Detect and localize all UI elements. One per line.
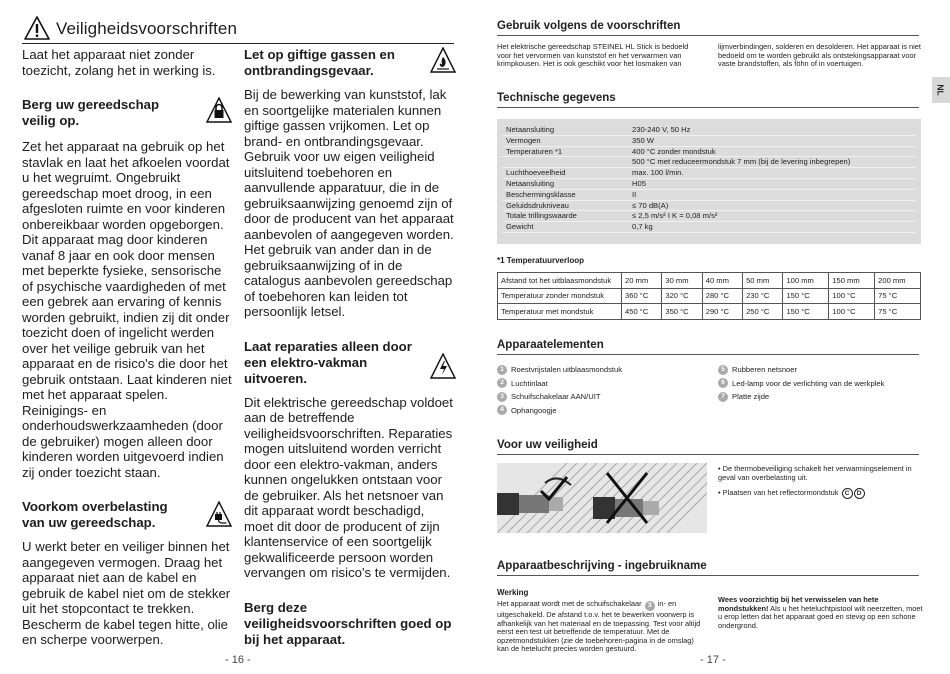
spec-value: II	[628, 189, 916, 200]
elements-list-right	[718, 363, 928, 404]
spec-value: ≤ 2,5 m/s² I K = 0,08 m/s²	[628, 211, 916, 222]
elements-list-left	[497, 363, 707, 417]
section-keep-instructions	[244, 600, 456, 648]
warning-triangle-icon	[24, 16, 50, 40]
section-text: Dit elektrische gereedschap voldoet aan de betreffende veiligheidsvoorschriften. Reparaties mogen uitsluitend worden verricht door een elektro-vakman, anders kunnen ongelukken ontstaan voor de gebruiker. Als het netsnoer van dit apparaat wordt beschadigd, moet dit door de producent of zijn klantenservice of een soortgelijk gekwalificeerde persoon worden vervangen om risico's te vermijden.	[244, 394, 453, 580]
element-item	[497, 390, 707, 404]
left-column-2	[244, 47, 456, 648]
temp-row	[498, 304, 921, 320]
flammable-icon	[430, 47, 456, 73]
page-title-bar	[22, 16, 454, 44]
spec-label	[502, 157, 628, 168]
temp-cell: 280 °C	[702, 288, 742, 304]
safety-bullet-1: • De thermobeveiliging schakelt het verwarmingselement in geval van overbelasting uit.	[718, 464, 912, 482]
spec-row	[502, 222, 916, 233]
temp-cell: 150 mm	[829, 273, 875, 289]
spec-label: Totale trillingswaarde	[502, 211, 628, 222]
safety-bullet-2: • Plaatsen van het reflectormondstuk C D	[718, 488, 923, 499]
element-number: 6	[718, 378, 728, 388]
element-item	[718, 377, 928, 391]
spec-value: H05	[628, 178, 916, 189]
element-label: Roestvrijstalen uitblaasmondstuk	[511, 365, 623, 374]
temp-label: Temperatuur zonder mondstuk	[498, 288, 622, 304]
spec-label: Beschermingsklasse	[502, 189, 628, 200]
intro-text: Laat het apparaat niet zonder toezicht, zolang het in werking is.	[22, 47, 216, 78]
plug-warning-icon	[206, 501, 232, 527]
element-label: Led-lamp voor de verlichting van de werkplek	[732, 378, 885, 388]
section-text: Zet het apparaat na gebruik op het stavlak en laat het afkoelen voordat u het wegruimt. Ongebruikt gereedschap moet droog, in een afgesloten ruimte en voor kinderen onbereikbaar worden opgeborgen. Dit apparaat mag door kinderen vanaf 8 jaar en ook door mensen met beperkte fysieke, sensorische of psychische vaardigheden of met een gebrek aan ervaring of kennis worden gebruikt, indien zij dit onder toezicht doen of ingelicht werden over het veilige gebruik van het apparaat en de risico's die door het gebruik ontstaan. Laat kinderen niet met het apparaat spelen. Reinigings- en onderhoudswerkzaamheden (door de gebruiker) mogen alleen door kinderen worden uitgevoerd indien zij onder toezicht staan.	[22, 139, 232, 480]
werking-text: Het apparaat wordt met de schuifschakelaar 3 in- en uitgeschakeld. De afstand t.o.v. het te bewerken voorwerp is afhankelijk van het materiaal en de toepassing. Test voor altijd eerst een test uit betreffende de temperatuur. Met de opzetmondstukken (zie de toebehoren-pagina in de omslag) kan de hetelucht precies worden gestuurd.	[497, 599, 701, 654]
element-number: 3	[497, 392, 507, 402]
use-text-col1: Het elektrische gereedschap STEINEL HL Stick is bedoeld voor het vervormen van kunststof en het verwarmen van krimpkousen. Het is ook geschikt voor het losmaken van	[497, 42, 689, 69]
element-item	[497, 363, 707, 377]
heading-description: Apparaatbeschrijving - ingebruikname	[497, 560, 919, 576]
temp-cell: 290 °C	[702, 304, 742, 320]
temp-cell: 75 °C	[875, 304, 921, 320]
heading-safety: Voor uw veiligheid	[497, 439, 919, 455]
element-number: 7	[718, 392, 728, 402]
nozzle-illustration	[497, 463, 707, 533]
element-label: Rubberen netsnoer	[732, 365, 798, 374]
temp-cell: 100 mm	[783, 273, 829, 289]
element-item	[718, 363, 928, 377]
element-item	[497, 377, 707, 391]
element-label: Ophangoogje	[511, 405, 557, 415]
page-title: Veiligheidsvoorschriften	[56, 19, 237, 38]
temp-cell: 20 mm	[622, 273, 662, 289]
spec-label: Netaansluiting	[502, 125, 628, 135]
temp-label: Afstand tot het uitblaasmondstuk	[498, 273, 622, 289]
element-number: 5	[718, 365, 728, 375]
spec-row	[502, 157, 916, 168]
element-label: Luchtinlaat	[511, 378, 548, 388]
heading-elements: Apparaatelementen	[497, 339, 919, 355]
spec-label: Geluidsdrukniveau	[502, 200, 628, 211]
element-item	[718, 390, 928, 404]
section-title: Berg uw gereedschap veilig op.	[22, 97, 160, 128]
temp-cell: 360 °C	[622, 288, 662, 304]
spec-label: Luchthoeveelheid	[502, 168, 628, 179]
element-number: 1	[497, 365, 507, 375]
temp-row	[498, 288, 921, 304]
reflector-nozzle-image	[497, 463, 707, 533]
temp-cell: 100 °C	[829, 288, 875, 304]
section-title: Berg deze veiligheidsvoorschriften goed op bij het apparaat.	[244, 599, 452, 647]
spec-row	[502, 211, 916, 222]
temp-cell: 150 °C	[783, 304, 829, 320]
temp-cell: 200 mm	[875, 273, 921, 289]
section-text: Bij de bewerking van kunststof, lak en soortgelijke materialen kunnen giftige gassen vrijkomen. Let op brand- en ontbrandingsgevaar. Gebruik voor uw eigen veiligheid uitsluitend toebehoren en aanvullende apparatuur, die in de gebruiksaanwijzing genoemd zijn of door de producent van het apparaat aanbevolen of aangegeven worden. Het gebruik van ander dan in de gebruiksaanwijzing of in de catalogus aanbevolen gereedschap of toebehoren kan leiden tot persoonlijk letsel.	[244, 87, 454, 319]
element-label: Schuifschakelaar AAN/UIT	[511, 392, 601, 401]
temp-cell: 40 mm	[702, 273, 742, 289]
spec-label: Gewicht	[502, 222, 628, 233]
element-item	[497, 404, 707, 418]
reflector-c-badge: C	[842, 488, 853, 499]
temp-row	[498, 273, 921, 289]
element-number: 2	[497, 378, 507, 388]
section-text: U werkt beter en veiliger binnen het aangegeven vermogen. Draag het apparaat niet aan de kabel en gebruik de kabel niet om de stekker uit het stopcontact te trekken. Bescherm de kabel tegen hitte, olie en scherpe voorwerpen.	[22, 539, 231, 647]
spec-label: Vermogen	[502, 135, 628, 146]
section-title: Voorkom overbelasting van uw gereedschap.	[22, 499, 168, 530]
section-store-tool	[22, 97, 232, 480]
heading-technical-data: Technische gegevens	[497, 92, 919, 108]
temp-cell: 250 °C	[743, 304, 783, 320]
spec-value: 350 W	[628, 135, 916, 146]
spec-label: Netaansluiting	[502, 178, 628, 189]
language-tab: NL	[932, 77, 950, 103]
section-toxic-gases	[244, 47, 456, 320]
section-overload	[22, 499, 232, 648]
spec-row	[502, 168, 916, 179]
temp-cell: 350 °C	[662, 304, 702, 320]
element-label: Platte zijde	[732, 392, 770, 401]
spec-row	[502, 135, 916, 146]
spec-value: ≤ 70 dB(A)	[628, 200, 916, 211]
spec-row	[502, 178, 916, 189]
spec-value: 500 °C met reduceermondstuk 7 mm (bij de levering inbegrepen)	[628, 157, 916, 168]
spec-row	[502, 125, 916, 135]
padlock-icon	[206, 97, 232, 123]
section-repairs	[244, 339, 456, 581]
heading-intended-use: Gebruik volgens de voorschriften	[497, 20, 919, 36]
spec-row	[502, 200, 916, 211]
left-column-1	[22, 47, 232, 648]
spec-table	[502, 125, 916, 233]
electric-hazard-icon	[430, 353, 456, 379]
spec-row	[502, 189, 916, 200]
temp-cell: 230 °C	[743, 288, 783, 304]
section-title: Laat reparaties alleen door een elektro-vakman uitvoeren.	[244, 338, 412, 386]
page-number-right: - 17 -	[700, 654, 726, 666]
temp-cell: 450 °C	[622, 304, 662, 320]
spec-label: Temperaturen *1	[502, 146, 628, 157]
caution-text: Wees voorzichtig bij het verwisselen van hete mondstukken! Als u het heteluchtpistool wilt neerzetten, moet u erop letten dat het apparaat goed en stevig op een schone ondergrond.	[718, 595, 923, 630]
temperature-table	[497, 272, 921, 320]
spec-value: 0,7 kg	[628, 222, 916, 233]
temp-cell: 75 °C	[875, 288, 921, 304]
temp-cell: 320 °C	[662, 288, 702, 304]
temp-title: *1 Temperatuurverloop	[497, 256, 584, 265]
temp-cell: 100 °C	[829, 304, 875, 320]
temp-cell: 150 °C	[783, 288, 829, 304]
werking-title: Werking	[497, 588, 529, 597]
spec-value: max. 100 l/min.	[628, 168, 916, 179]
temp-cell: 50 mm	[743, 273, 783, 289]
spec-row	[502, 146, 916, 157]
spec-value: 230-240 V, 50 Hz	[628, 125, 916, 135]
page-number-left: - 16 -	[225, 654, 251, 666]
switch-number-badge: 3	[645, 601, 655, 611]
temp-cell: 30 mm	[662, 273, 702, 289]
use-text-col2: lijmverbindingen, solderen en desolderen. Het apparaat is niet bedoeld om te worden gebruikt als ontstekingsapparaat voor vaste brandstoffen, als föhn of in voertuigen.	[718, 42, 921, 69]
temp-label: Temperatuur met mondstuk	[498, 304, 622, 320]
spec-value: 400 °C zonder mondstuk	[628, 146, 916, 157]
element-number: 4	[497, 405, 507, 415]
reflector-d-badge: D	[854, 488, 865, 499]
section-title: Let op giftige gassen en ontbrandingsgevaar.	[244, 47, 395, 78]
